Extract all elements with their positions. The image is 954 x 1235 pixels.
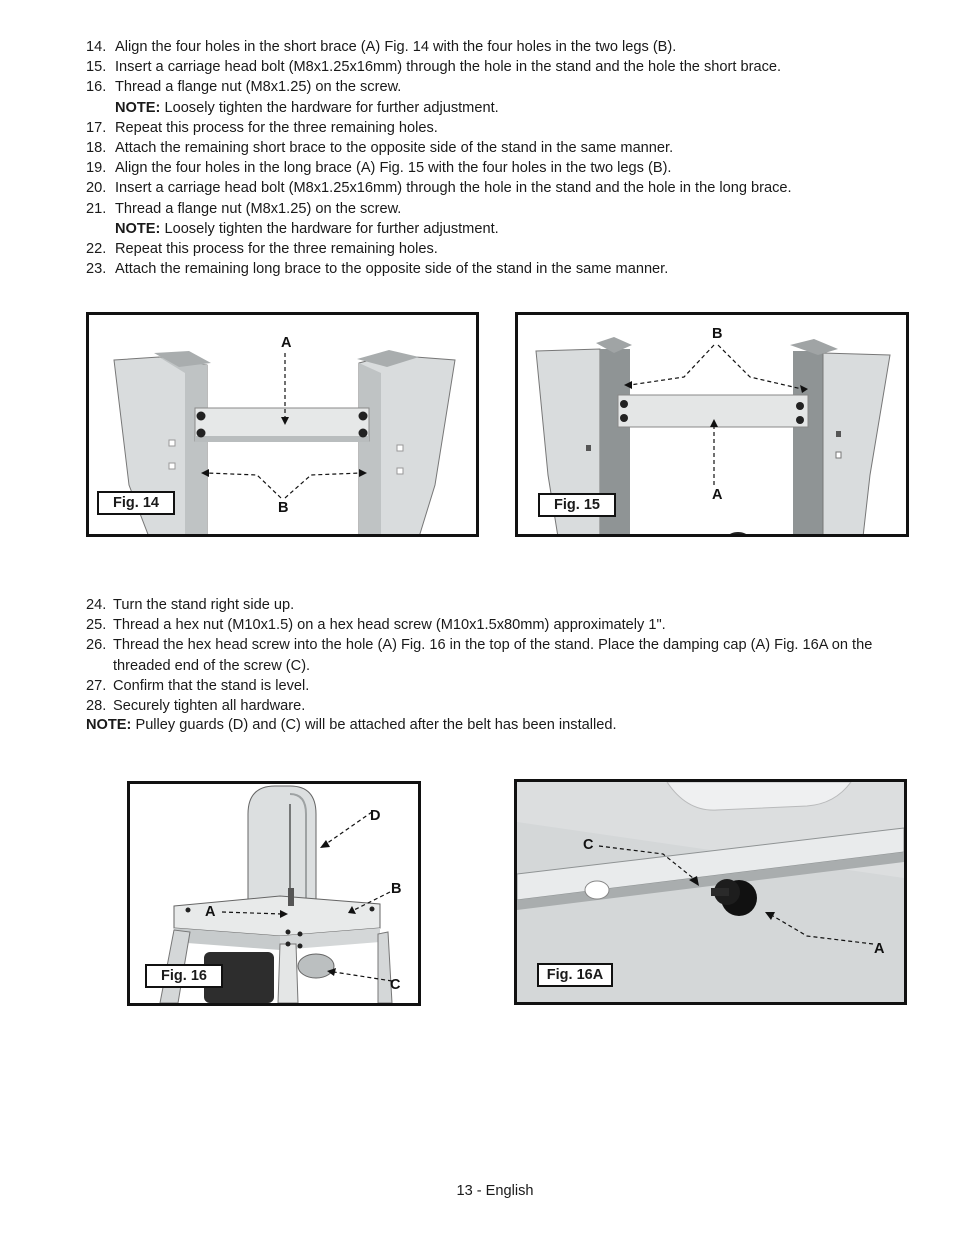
assembly-steps-part2 (86, 595, 916, 716)
fig15-callout-a: A (712, 487, 723, 503)
assembly-steps-part1 (86, 37, 886, 279)
fig16-callout-d: D (370, 808, 381, 824)
step-19: 19. Align the four holes in the long brace (A) Fig. 15 with the four holes in the two legs (B). (86, 160, 672, 177)
step-18: 18. Attach the remaining short brace to the opposite side of the stand in the same manner. (86, 140, 674, 157)
step-21-note: NOTE: Loosely tighten the hardware for further adjustment. (115, 220, 499, 237)
figure-15 (515, 312, 909, 537)
step-27: 27. Confirm that the stand is level. (86, 677, 310, 694)
fig16-callout-a: A (205, 904, 216, 920)
step-16: 16. Thread a flange nut (M8x1.25) on the screw. (86, 79, 402, 96)
step-28: 28. Securely tighten all hardware. (86, 698, 306, 715)
fig16-callout-c: C (390, 977, 401, 993)
step-15: 15. Insert a carriage head bolt (M8x1.25x16mm) through the hole in the stand and the hole the short brace. (86, 59, 782, 76)
step-26: 26. Thread the hex head screw into the hole (A) Fig. 16 in the top of the stand. Place the damping cap (A) Fig. 16A on the threaded end of the screw (C). (86, 637, 873, 674)
pulley-guard-note: NOTE: Pulley guards (D) and (C) will be attached after the belt has been installed. (86, 717, 617, 733)
fig16-label: Fig. 16 (145, 964, 223, 988)
fig16-callout-b: B (391, 881, 402, 897)
step-22: 22. Repeat this process for the three remaining holes. (86, 241, 438, 258)
step-17: 17. Repeat this process for the three remaining holes. (86, 119, 438, 136)
step-24: 24. Turn the stand right side up. (86, 597, 295, 613)
step-25: 25. Thread a hex nut (M10x1.5) on a hex head screw (M10x1.5x80mm) approximately 1". (86, 617, 666, 634)
fig14-callout-a: A (281, 335, 292, 351)
step-14: 14. Align the four holes in the short brace (A) Fig. 14 with the four holes in the two legs (B). (86, 39, 677, 55)
fig14-callout-b: B (278, 500, 289, 516)
fig15-callout-b: B (712, 326, 723, 342)
step-20: 20. Insert a carriage head bolt (M8x1.25x16mm) through the hole in the stand and the hole in the long brace. (86, 180, 792, 197)
figure-16a (514, 779, 907, 1005)
fig16a-callout-c: C (583, 837, 594, 853)
page-number: 13 - English (456, 1183, 534, 1199)
figure-14 (86, 312, 479, 537)
fig14-label: Fig. 14 (97, 491, 175, 515)
fig15-label: Fig. 15 (538, 493, 616, 517)
fig16a-callout-a: A (874, 941, 885, 957)
step-16-note: NOTE: Loosely tighten the hardware for further adjustment. (115, 99, 499, 116)
figure-16 (127, 781, 421, 1006)
fig16a-label: Fig. 16A (537, 963, 613, 987)
step-21: 21. Thread a flange nut (M8x1.25) on the screw. (86, 200, 402, 217)
step-23: 23. Attach the remaining long brace to the opposite side of the stand in the same manner. (86, 261, 669, 278)
